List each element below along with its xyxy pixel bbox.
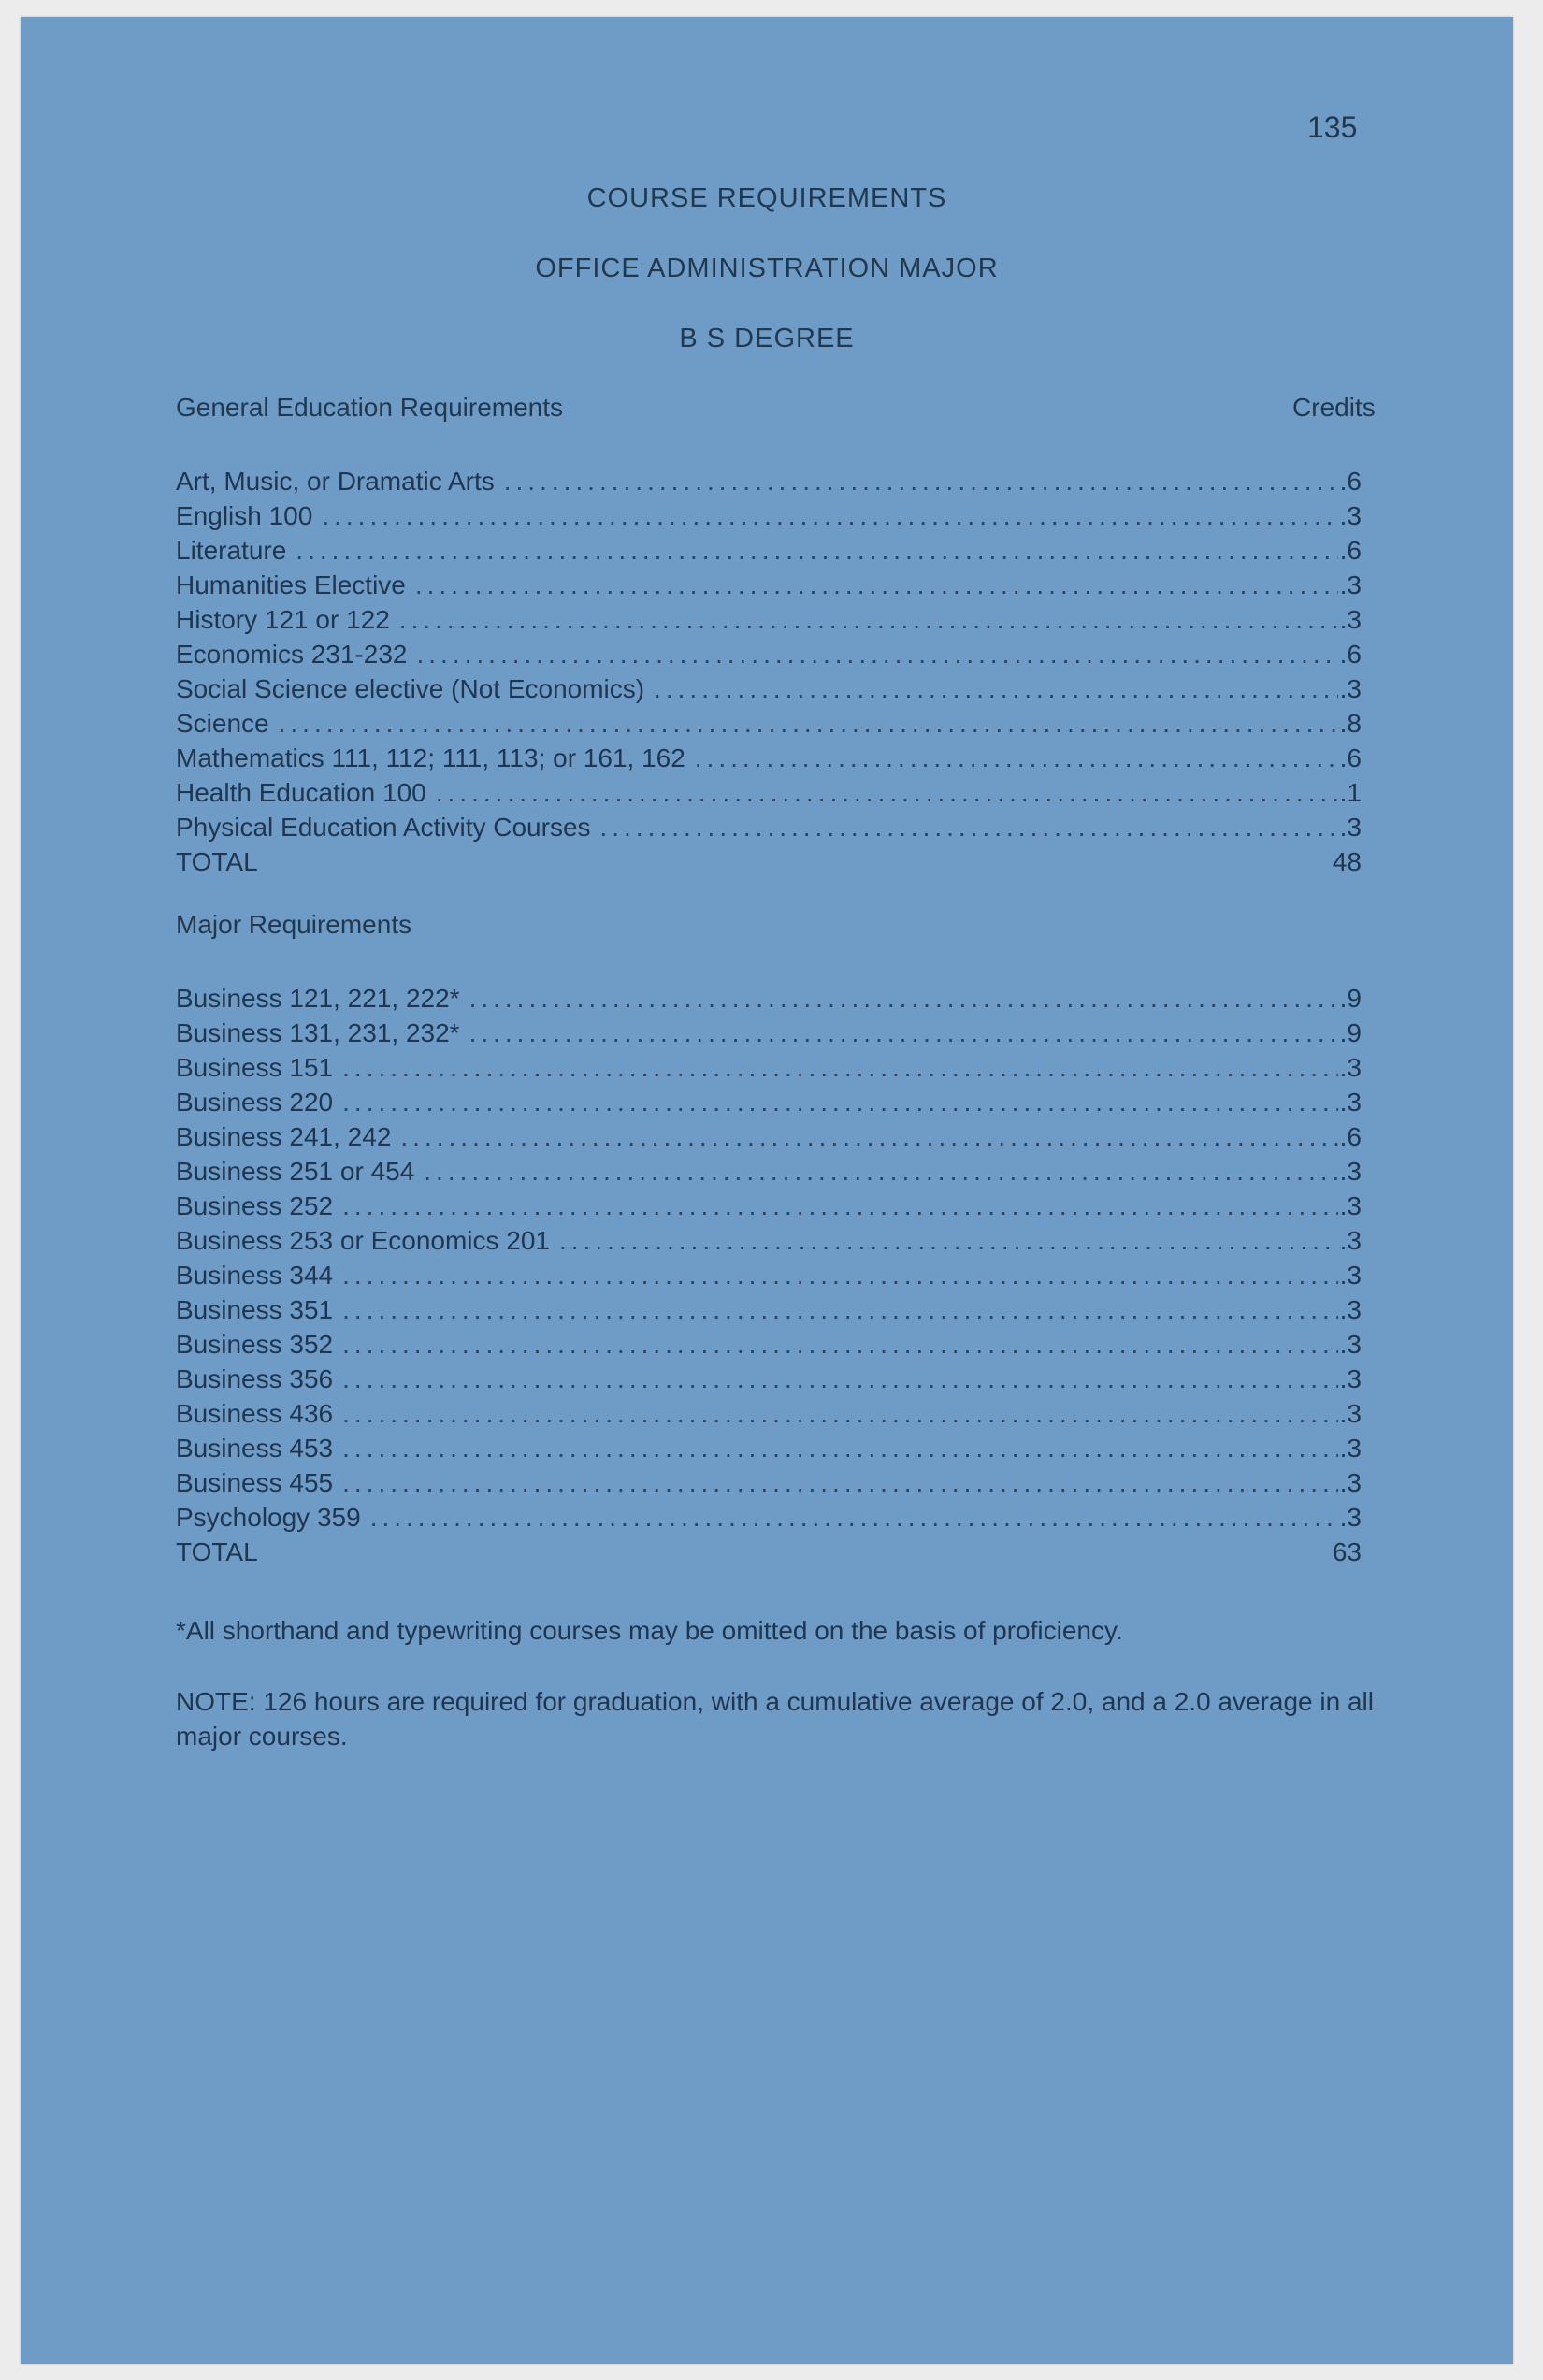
course-name: Literature: [176, 536, 287, 565]
course-credits: .3: [1339, 1503, 1362, 1532]
course-row: [176, 533, 1362, 568]
course-name: Business 251 or 454: [176, 1157, 415, 1186]
course-row: [176, 1258, 1362, 1292]
footnote: *All shorthand and typewriting courses may be omitted on the basis of proficiency.: [176, 1616, 1123, 1645]
course-row: [176, 706, 1362, 741]
dot-leader: [399, 602, 1338, 637]
course-name: Business 241, 242: [176, 1122, 392, 1151]
course-name: Business 220: [176, 1088, 334, 1117]
course-row: [176, 1362, 1362, 1396]
course-row: [176, 1327, 1362, 1362]
course-name: Business 352: [176, 1330, 334, 1359]
total-label: TOTAL: [176, 847, 258, 876]
course-name: Social Science elective (Not Economics): [176, 674, 645, 703]
course-row: [176, 637, 1362, 671]
course-credits: .1: [1339, 778, 1362, 807]
course-name: Business 151: [176, 1053, 334, 1082]
course-credits: .3: [1339, 1364, 1362, 1393]
course-row: [176, 1154, 1362, 1189]
title-major: OFFICE ADMINISTRATION MAJOR: [535, 253, 999, 283]
general-total-value: 48: [1332, 847, 1362, 876]
major-requirements-list: [176, 981, 1362, 1569]
course-row: [176, 981, 1362, 1016]
course-credits: .6: [1339, 536, 1362, 565]
dot-leader: [342, 1189, 1338, 1223]
course-row: [176, 1189, 1362, 1223]
dot-leader: [695, 741, 1338, 775]
dot-leader: [559, 1223, 1338, 1258]
course-credits: .3: [1339, 1157, 1362, 1186]
course-name: Humanities Elective: [176, 570, 406, 599]
course-row: [176, 1050, 1362, 1085]
course-name: History 121 or 122: [176, 605, 390, 634]
course-name: English 100: [176, 501, 313, 530]
course-name: Psychology 359: [176, 1503, 361, 1532]
course-name: Business 344: [176, 1261, 334, 1290]
dot-leader: [370, 1500, 1338, 1535]
course-credits: .6: [1339, 743, 1362, 772]
course-credits: .6: [1339, 640, 1362, 669]
course-credits: .3: [1339, 1399, 1362, 1428]
general-education-header: General Education Requirements: [176, 393, 564, 422]
dot-leader: [296, 533, 1337, 568]
course-name: Health Education 100: [176, 778, 426, 807]
course-name: Business 252: [176, 1191, 334, 1220]
course-name: Business 253 or Economics 201: [176, 1226, 550, 1255]
dot-leader: [342, 1465, 1338, 1500]
course-name: Physical Education Activity Courses: [176, 813, 591, 842]
dot-leader: [342, 1327, 1338, 1362]
course-credits: .3: [1339, 1191, 1362, 1220]
course-credits: .3: [1339, 1330, 1362, 1359]
document-page: [21, 17, 1513, 2364]
dot-leader: [424, 1154, 1337, 1189]
course-row: [176, 568, 1362, 602]
course-row: [176, 1223, 1362, 1258]
dot-leader: [322, 498, 1337, 533]
major-requirements-header: Major Requirements: [176, 910, 412, 939]
course-name: Art, Music, or Dramatic Arts: [176, 467, 495, 496]
course-name: Business 455: [176, 1468, 334, 1497]
course-name: Science: [176, 709, 269, 738]
course-credits: .6: [1339, 1122, 1362, 1151]
course-credits: .8: [1339, 709, 1362, 738]
dot-leader: [504, 464, 1338, 498]
course-row: [176, 1500, 1362, 1535]
dot-leader: [436, 775, 1338, 810]
course-row: [176, 1465, 1362, 1500]
course-row: [176, 1016, 1362, 1050]
course-row: [176, 602, 1362, 637]
course-credits: .3: [1339, 1226, 1362, 1255]
course-row: [176, 1119, 1362, 1154]
graduation-note: NOTE: 126 hours are required for graduation, with a cumulative average of 2.0, and a 2.0 average in all major courses.: [176, 1687, 1374, 1751]
dot-leader: [342, 1292, 1338, 1327]
course-row: [176, 741, 1362, 775]
dot-leader: [600, 810, 1338, 844]
course-credits: .3: [1339, 674, 1362, 703]
course-name: Business 351: [176, 1295, 334, 1324]
course-credits: .3: [1339, 1434, 1362, 1463]
major-total-value: 63: [1332, 1537, 1362, 1566]
dot-leader: [469, 981, 1338, 1016]
course-row: [176, 1085, 1362, 1119]
course-name: Business 131, 231, 232*: [176, 1018, 460, 1047]
course-credits: .6: [1339, 467, 1362, 496]
credits-column-header: Credits: [1292, 393, 1376, 422]
dot-leader: [654, 671, 1338, 706]
course-credits: .3: [1339, 813, 1362, 842]
page-number: 135: [1307, 110, 1358, 144]
dot-leader: [400, 1119, 1337, 1154]
dot-leader: [342, 1396, 1338, 1431]
course-credits: .3: [1339, 1053, 1362, 1082]
course-name: Business 356: [176, 1364, 334, 1393]
dot-leader: [342, 1362, 1338, 1396]
course-row: [176, 1292, 1362, 1327]
course-row: [176, 464, 1362, 498]
dot-leader: [279, 706, 1338, 741]
course-row: [176, 671, 1362, 706]
course-row: [176, 1396, 1362, 1431]
course-name: Economics 231-232: [176, 640, 408, 669]
course-credits: .3: [1339, 605, 1362, 634]
course-row: [176, 810, 1362, 844]
title-degree: B S DEGREE: [679, 324, 855, 353]
general-total-row: [176, 844, 1362, 879]
dot-leader: [415, 568, 1338, 602]
major-total-row: [176, 1535, 1362, 1569]
dot-leader: [342, 1050, 1338, 1085]
course-credits: .3: [1339, 570, 1362, 599]
title-course-requirements: COURSE REQUIREMENTS: [586, 183, 947, 213]
course-name: Business 453: [176, 1434, 334, 1463]
dot-leader: [469, 1016, 1338, 1050]
course-row: [176, 1431, 1362, 1465]
dot-leader: [416, 637, 1337, 671]
course-credits: .9: [1339, 1018, 1362, 1047]
course-credits: .3: [1339, 501, 1362, 530]
dot-leader: [342, 1085, 1338, 1119]
course-name: Business 121, 221, 222*: [176, 984, 460, 1013]
course-credits: .3: [1339, 1295, 1362, 1324]
dot-leader: [342, 1431, 1338, 1465]
course-credits: .3: [1339, 1088, 1362, 1117]
course-credits: .3: [1339, 1261, 1362, 1290]
course-row: [176, 498, 1362, 533]
course-name: Business 436: [176, 1399, 334, 1428]
course-name: Mathematics 111, 112; 111, 113; or 161, 162: [176, 743, 685, 772]
general-education-list: [176, 464, 1362, 879]
total-label: TOTAL: [176, 1537, 258, 1566]
course-credits: .9: [1339, 984, 1362, 1013]
course-row: [176, 775, 1362, 810]
course-credits: .3: [1339, 1468, 1362, 1497]
dot-leader: [342, 1258, 1338, 1292]
